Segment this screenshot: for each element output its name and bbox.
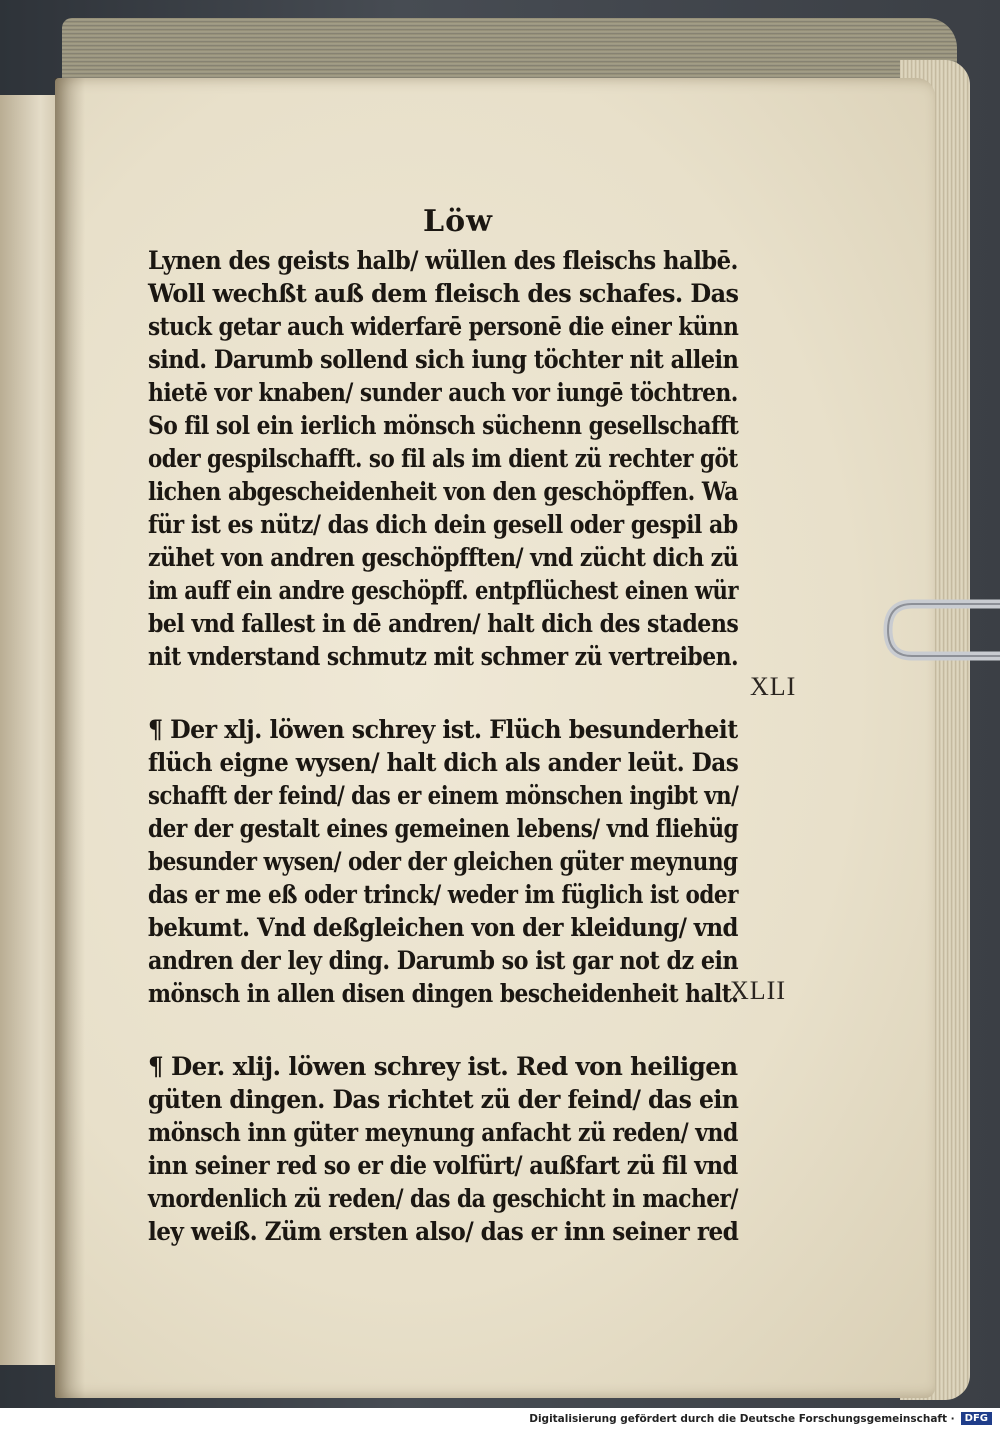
text-line: flüch eigne wysen/ halt dich als ander leüt. Das — [148, 748, 739, 777]
paragraph-3 — [148, 1050, 738, 1248]
text-line: besunder wysen/ oder der gleichen güter meynung — [148, 847, 738, 876]
text-line: lichen abgescheidenheit von den geschöpffen. Wa — [148, 477, 738, 506]
text-line: güten dingen. Das richtet zü der feind/ das ein — [148, 1085, 739, 1114]
text-line: vnordenlich zü reden/ das da geschicht in macher/ — [148, 1184, 738, 1213]
text-line: für ist es nütz/ das dich dein gesell oder gespil ab — [148, 510, 738, 539]
text-line: hietē vor knaben/ sunder auch vor iungē töchtren. — [148, 378, 738, 407]
text-line: ¶ Der. xlij. löwen schrey ist. Red von heiligen — [148, 1052, 738, 1081]
page-header: Löw — [423, 204, 493, 239]
text-line: andren der ley ding. Darumb so ist gar not dz ein — [148, 946, 739, 975]
text-line: das er me eß oder trinck/ weder im füglich ist oder — [148, 880, 738, 909]
text-line: So fil sol ein ierlich mönsch süchenn gesellschafft — [148, 411, 739, 440]
text-line: bekumt. Vnd deßgleichen von der kleidung/ vnd — [148, 913, 738, 942]
text-line: ley weiß. Züm ersten also/ das er inn seiner red — [148, 1217, 739, 1246]
text-line: zühet von andren geschöpfften/ vnd zücht dich zü — [148, 543, 739, 572]
text-line: oder gespilschafft. so fil als im dient zü rechter göt — [148, 444, 738, 473]
left-page-edge — [0, 95, 60, 1365]
text-line: schafft der feind/ das er einem mönschen ingibt vn/ — [148, 781, 739, 810]
paragraph-2 — [148, 713, 738, 1010]
page-gutter-shadow — [55, 78, 85, 1398]
footer-credit: Digitalisierung gefördert durch die Deutsche Forschungsgemeinschaft · — [529, 1412, 955, 1425]
page-text — [148, 200, 738, 1248]
text-line: sind. Darumb sollend sich iung töchter nit allein — [148, 345, 739, 374]
text-line: im auff ein andre geschöpff. entpflüchest einen wür — [148, 576, 739, 605]
text-line: nit vnderstand schmutz mit schmer zü vertreiben. — [148, 642, 739, 671]
text-line: stuck getar auch widerfarē personē die einer künn — [148, 312, 739, 341]
text-line: inn seiner red so er die volfürt/ außfart zü fil vnd — [148, 1151, 738, 1180]
text-line: ¶ Der xlj. löwen schrey ist. Flüch besunderheit — [148, 715, 738, 744]
chapter-number: XLI — [750, 672, 797, 701]
footer-bar — [0, 1408, 1000, 1429]
text-line: Lynen des geists halb/ wüllen des fleischs halbē. — [148, 246, 738, 275]
text-line: bel vnd fallest in dē andren/ halt dich des stadens — [148, 609, 739, 638]
chapter-number: XLII — [730, 976, 786, 1005]
paragraph-1 — [148, 244, 738, 673]
text-line: mönsch in allen disen dingen bescheidenheit halt. — [148, 979, 739, 1008]
text-line: mönsch inn güter meynung anfacht zü reden/ vnd — [148, 1118, 738, 1147]
text-line: Woll wechßt auß dem fleisch des schafes. Das — [148, 279, 739, 308]
text-line: der der gestalt eines gemeinen lebens/ vnd fliehüg — [148, 814, 739, 843]
dfg-logo: DFG — [961, 1412, 992, 1425]
book-clip-icon — [882, 598, 1000, 662]
